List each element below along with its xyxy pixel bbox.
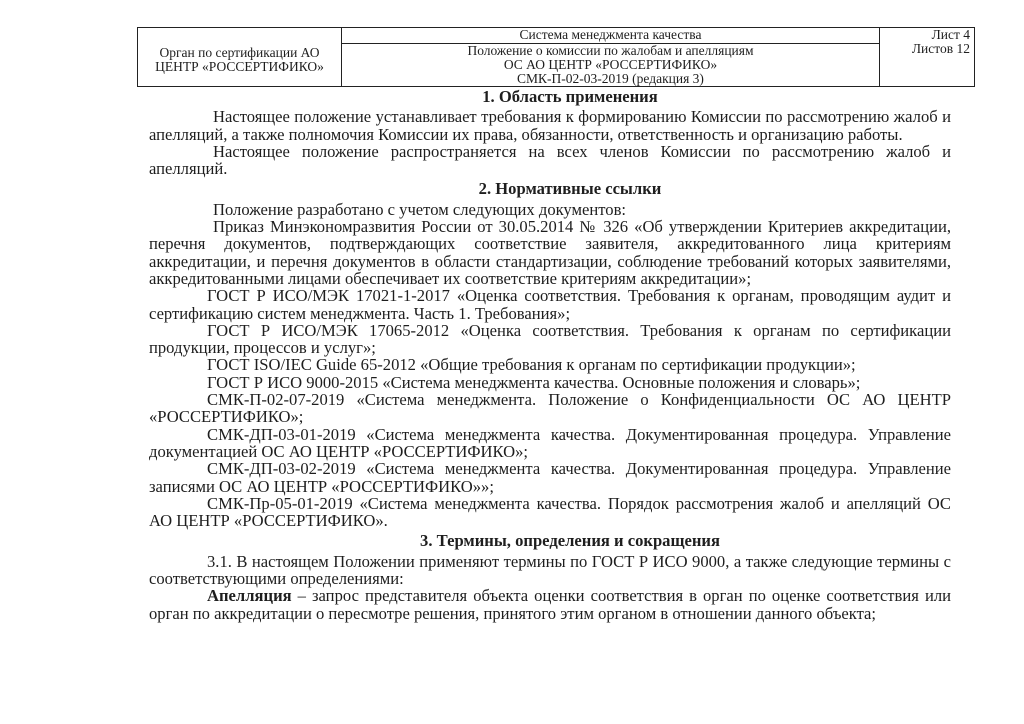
section-3-definition: [149, 587, 951, 622]
reference-item: СМК-ДП-03-02-2019 «Система менеджмента качества. Документированная процедура. Управление записями ОС АО ЦЕНТР «РОССЕРТИФИКО»»;: [149, 459, 951, 496]
header-org-cell: [138, 28, 342, 87]
section-3-heading: 3. Термины, определения и сокращения: [420, 531, 720, 551]
definition-term: Апелляция: [207, 586, 292, 606]
section-2-intro: Положение разработано с учетом следующих документов:: [213, 199, 627, 219]
reference-item: ГОСТ Р ИСО/МЭК 17065-2012 «Оценка соответствия. Требования к органам по сертификации продукции, процессов и услуг»;: [149, 320, 951, 358]
header-doc-org: ОС АО ЦЕНТР «РОССЕРТИФИКО»: [503, 57, 718, 72]
section-1-paragraph-1: Настоящее положение устанавливает требования к формированию Комиссии по рассмотрению жалоб и апелляций, а также полномочия Комиссии их права, обязанности, ответственность и организацию работы.: [149, 107, 951, 144]
section-1-heading: 1. Область применения: [482, 87, 658, 106]
reference-item: СМК-П-02-07-2019 «Система менеджмента. Положение о Конфиденциальности ОС АО ЦЕНТР «РОССЕРТИФИКО»;: [149, 390, 951, 427]
header-doc-title: Положение о комиссии по жалобам и апелляциям: [467, 43, 754, 58]
section-3-paragraph-1: 3.1. В настоящем Положении применяют термины по ГОСТ Р ИСО 9000, а также следующие термины с соответствующими определениями:: [149, 551, 951, 589]
header-sheet-total: Листов 12: [911, 41, 970, 56]
header-org-name: Орган по сертификации АО ЦЕНТР «РОССЕРТИФИКО»: [155, 45, 324, 74]
header-system-title: Система менеджмента качества: [342, 28, 879, 44]
header-sheet-cell: [880, 28, 975, 87]
reference-item: ГОСТ ISO/IEC Guide 65-2012 «Общие требования к органам по сертификации продукции»;: [207, 355, 856, 375]
header-sheet-number: Лист 4: [931, 27, 970, 42]
section-2-heading: 2. Нормативные ссылки: [478, 179, 662, 199]
section-1-paragraph-2: Настоящее положение распространяется на всех членов Комиссии по рассмотрению жалоб и апелляций.: [149, 141, 951, 179]
document-body: [149, 88, 951, 622]
reference-item: СМК-Пр-05-01-2019 «Система менеджмента качества. Порядок рассмотрения жалоб и апелляций ОС АО ЦЕНТР «РОССЕРТИФИКО».: [149, 493, 951, 531]
header-doc-code: СМК-П-02-03-2019 (редакция 3): [517, 71, 704, 86]
reference-item: ГОСТ Р ИСО/МЭК 17021-1-2017 «Оценка соответствия. Требования к органам, проводящим аудит и сертификацию систем менеджмента. Часть 1. Требования»;: [149, 286, 951, 323]
definition-text: – запрос представителя объекта оценки соответствия в орган по оценке соответствия или орган по аккредитации о пересмотре решения, принятого этим органом в отношении данного объекта;: [149, 586, 951, 623]
reference-item: Приказ Минэкономразвития России от 30.05.2014 № 326 «Об утверждении Критериев аккредитации, перечня документов, подтверждающих соответствие заявителя, аккредитованного лица критериям аккредитации, и перечня документов в области стандартизации, соблюдение требований которых заявителями, аккредитованными лицами обеспечивает их соответствие критериям аккредитации»;: [149, 217, 951, 288]
document-header-table: [137, 27, 975, 87]
header-doc-cell: [342, 28, 880, 87]
reference-item: ГОСТ Р ИСО 9000-2015 «Система менеджмента качества. Основные положения и словарь»;: [207, 372, 861, 392]
reference-item: СМК-ДП-03-01-2019 «Система менеджмента качества. Документированная процедура. Управление документацией ОС АО ЦЕНТР «РОССЕРТИФИКО»;: [149, 424, 951, 461]
